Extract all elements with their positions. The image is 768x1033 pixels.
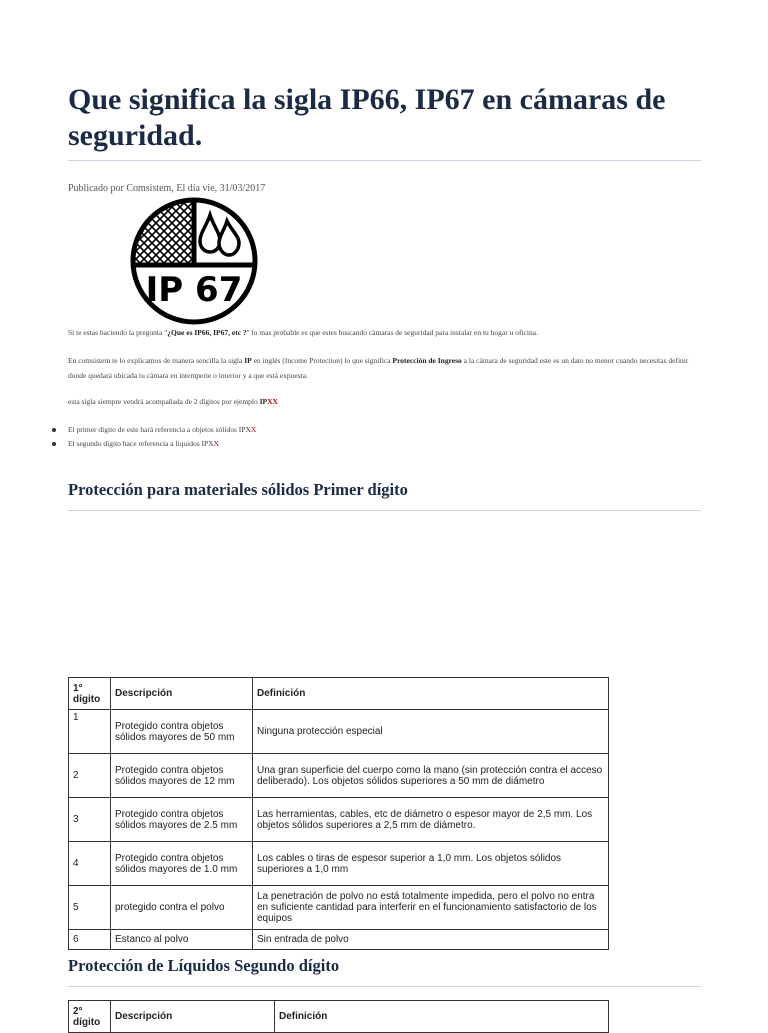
solids-table — [68, 677, 609, 950]
section-heading-solids: Protección para materiales sólidos Primer dígito — [68, 480, 408, 499]
section-heading-liquids: Protección de Líquidos Segundo dígito — [68, 956, 340, 975]
table-row — [69, 754, 609, 798]
table-cell: Protegido contra objetos sólidos mayores de 1.0 mm — [111, 842, 253, 886]
table-cell: Sin entrada de polvo — [253, 930, 609, 950]
table-row — [69, 930, 609, 950]
table-cell: La penetración de polvo no está totalmente impedida, pero el polvo no entra en suficiente cantidad para interferir en el funcionamiento satisfactorio de los equipos — [253, 886, 609, 930]
table-cell: Las herramientas, cables, etc de diámetro o espesor mayor de 2,5 mm. Los objetos sólidos superiores a 2,5 mm de diámetro. — [253, 798, 609, 842]
table-cell: 1 — [69, 710, 111, 754]
table-row — [69, 842, 609, 886]
table-cell: protegido contra el polvo — [111, 886, 253, 930]
table-header-cell: 2° dígito — [69, 1001, 111, 1033]
table-cell: 6 — [69, 930, 111, 950]
table-header-cell: Definición — [275, 1001, 609, 1033]
digit-bullet-list — [52, 423, 256, 451]
table-row — [69, 798, 609, 842]
logo-text: IP 67 — [145, 270, 243, 310]
title-divider — [68, 160, 701, 161]
table-cell: Los cables o tiras de espesor superior a 1,0 mm. Los objetos sólidos superiores a 1,0 mm — [253, 842, 609, 886]
table-cell: 2 — [69, 754, 111, 798]
table-cell: Protegido contra objetos sólidos mayores de 2.5 mm — [111, 798, 253, 842]
intro-paragraph-2: En comsistem te lo explicamos de manera sencilla la sigla IP en inglés (Income Protection) lo que significa Protección de Ingreso a la cámara de seguridad este es un dato no menor cuando necesitas definir donde quedará ubicada tu cámara en intemperie o interior y a que está expuesta. — [68, 356, 689, 380]
section-divider — [68, 510, 701, 511]
bullet-dot-icon — [52, 442, 56, 446]
intro-paragraph-1: Si te estas haciendo la pregunta "¿Que es IP66, IP67, etc ?" lo mas probable es que estes buscando cámaras de seguridad para instalar en tu hogar u oficina. — [68, 328, 538, 337]
table-cell: Protegido contra objetos sólidos mayores de 50 mm — [111, 710, 253, 754]
table-row — [69, 710, 609, 754]
table-header-cell: Descripción — [111, 678, 253, 710]
table-cell: 5 — [69, 886, 111, 930]
table-cell: Estanco al polvo — [111, 930, 253, 950]
liquids-table — [68, 1000, 609, 1033]
table-header-cell: 1° dígito — [69, 678, 111, 710]
bullet-dot-icon — [52, 428, 56, 432]
list-item: El primer dígito de este hará referencia a objetos sólidos IPXX — [52, 423, 256, 437]
table-header-row — [69, 1001, 609, 1033]
list-item: El segundo dígito hace referencia a liquidos IPXX — [52, 437, 256, 451]
table-cell: Ninguna protección especial — [253, 710, 609, 754]
page-title: Que significa la sigla IP66, IP67 en cámaras de seguridad. — [68, 83, 666, 152]
table-header-cell: Descripción — [111, 1001, 275, 1033]
table-row — [69, 886, 609, 930]
byline: Publicado por Comsistem, El día vie, 31/03/2017 — [68, 183, 266, 194]
table-cell: Una gran superficie del cuerpo como la mano (sin protección contra el acceso deliberado). Los objetos sólidos superiores a 50 mm de diámetro — [253, 754, 609, 798]
table-header-cell: Definición — [253, 678, 609, 710]
table-cell: 4 — [69, 842, 111, 886]
table-cell: Protegido contra objetos sólidos mayores de 12 mm — [111, 754, 253, 798]
table-cell: 3 — [69, 798, 111, 842]
ip67-logo — [128, 195, 260, 327]
table-header-row — [69, 678, 609, 710]
intro-paragraph-3: esta sigla siempre vendrá acompañada de 2 dígitos por ejemplo IPXX — [68, 397, 278, 406]
section-divider — [68, 986, 701, 987]
